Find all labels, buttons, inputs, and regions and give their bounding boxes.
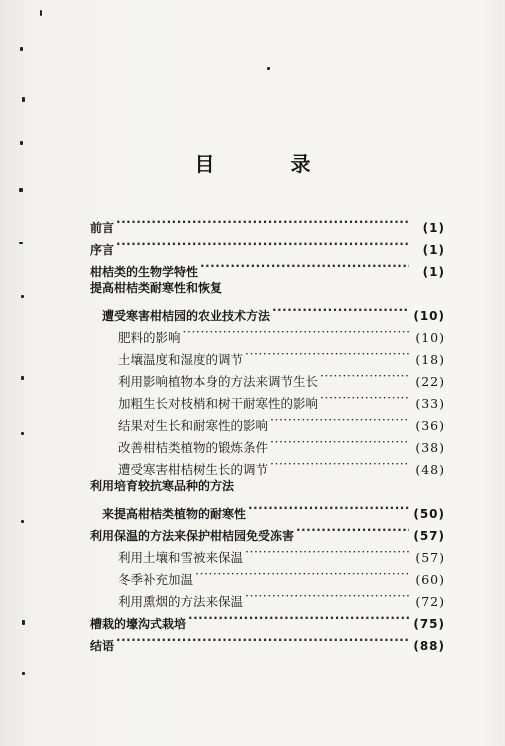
leader-dots [245, 344, 409, 364]
toc-entry-insulation[interactable] [90, 520, 445, 543]
toc-entry-biology[interactable] [90, 256, 445, 279]
leader-dots [296, 520, 409, 540]
toc-entry-page: (1) [422, 221, 445, 235]
toc-entry-label: 利用保温的方法来保护柑桔园免受冻害 [90, 529, 295, 543]
leader-dots [245, 586, 409, 606]
toc-entry-label: 改善柑桔类植物的锻炼条件 [118, 440, 269, 455]
scan-speck [40, 10, 42, 16]
toc-entry-label: 利用影响植物本身的方法来调节生长 [118, 374, 319, 389]
toc-entry-label: 利用熏烟的方法来保温 [118, 594, 244, 609]
leader-dots [270, 432, 409, 452]
toc-entry-hardening[interactable] [118, 432, 445, 455]
scan-speck [22, 620, 25, 625]
toc-entry-agri-methods[interactable] [102, 300, 445, 323]
toc-entry-page: (75) [413, 617, 445, 631]
toc-entry-page: (48) [415, 462, 445, 477]
toc-section-heading[interactable]: 提高柑桔类耐寒性和恢复 [90, 281, 223, 295]
leader-dots [245, 542, 409, 562]
leader-dots [248, 498, 409, 518]
leader-dots [116, 630, 409, 650]
toc-entry-page: (38) [415, 440, 445, 455]
toc-entry-label: 土壤温度和湿度的调节 [118, 352, 244, 367]
toc-entry-page: (50) [413, 507, 445, 521]
toc-entry-label: 冬季补充加温 [118, 572, 194, 587]
toc-entry-page: (1) [422, 243, 445, 257]
toc-entry-winter-heating[interactable] [118, 564, 445, 587]
toc-entry-label: 槽栽的壕沟式栽培 [90, 617, 187, 631]
toc-entry-label: 序言 [90, 243, 115, 257]
toc-entry-page: (10) [413, 309, 445, 323]
toc-entry-label: 结语 [90, 639, 115, 653]
scan-speck [19, 242, 23, 244]
toc-entry-page: (57) [415, 550, 445, 565]
toc-entry-page: (72) [415, 594, 445, 609]
toc-entry-label: 遭受寒害柑桔园的农业技术方法 [102, 309, 271, 323]
toc-entry-fertilizer[interactable] [118, 322, 445, 345]
scan-speck [20, 47, 23, 51]
toc-entry-foreword[interactable] [90, 212, 445, 235]
toc-section-heading[interactable]: 利用培育较抗寒品种的方法 [90, 479, 235, 493]
leader-dots [116, 234, 409, 254]
leader-dots [116, 212, 409, 232]
toc-entry-label: 肥料的影响 [118, 330, 181, 345]
scan-speck [21, 520, 24, 523]
toc-entry-cold-resistance[interactable] [102, 498, 445, 521]
toc-entry-plant-growth[interactable] [118, 366, 445, 389]
scan-speck [21, 376, 24, 380]
toc-entry-label: 利用土壤和雪被来保温 [118, 550, 244, 565]
scan-speck [21, 432, 24, 435]
toc-entry-fruiting[interactable] [118, 410, 445, 433]
toc-entry-label: 遭受寒害柑桔树生长的调节 [118, 462, 269, 477]
toc-entry-label: 来提高柑桔类植物的耐寒性 [102, 507, 247, 521]
leader-dots [270, 410, 409, 430]
scan-speck [21, 295, 24, 298]
toc-entry-thickening[interactable] [118, 388, 445, 411]
toc-entry-page: (18) [415, 352, 445, 367]
leader-dots [320, 388, 409, 408]
toc-entry-label: 柑桔类的生物学特性 [90, 265, 199, 279]
leader-dots [270, 454, 409, 474]
toc-entry-label: 加粗生长对枝梢和树干耐寒性的影响 [118, 396, 319, 411]
toc-entry-page: (1) [422, 265, 445, 279]
toc-entry-trench[interactable] [90, 608, 445, 631]
toc-entry-page: (33) [415, 396, 445, 411]
scan-speck [19, 188, 23, 192]
toc-entry-smoke[interactable] [118, 586, 445, 609]
leader-dots [320, 366, 409, 386]
leader-dots [200, 256, 409, 276]
page-title: 目 录 [194, 152, 339, 176]
toc-entry-page: (57) [413, 529, 445, 543]
leader-dots [272, 300, 409, 320]
toc-entry-soil-snow[interactable] [118, 542, 445, 565]
toc-entry-page: (10) [415, 330, 445, 345]
scan-speck [20, 141, 23, 145]
toc-entry-growth-regulation[interactable] [118, 454, 445, 477]
toc-entry-page: (22) [415, 374, 445, 389]
scan-speck [22, 672, 25, 675]
toc-entry-conclusion[interactable] [90, 630, 445, 653]
scan-speck [267, 67, 270, 70]
scan-speck [22, 97, 25, 102]
toc-entry-label: 前言 [90, 221, 115, 235]
leader-dots [183, 322, 409, 342]
toc-entry-page: (36) [415, 418, 445, 433]
toc-entry-soil[interactable] [118, 344, 445, 367]
toc-entry-preface[interactable] [90, 234, 445, 257]
leader-dots [188, 608, 409, 628]
toc-entry-label: 结果对生长和耐寒性的影响 [118, 418, 269, 433]
leader-dots [195, 564, 409, 584]
toc-entry-page: (60) [415, 572, 445, 587]
toc-entry-page: (88) [413, 639, 445, 653]
